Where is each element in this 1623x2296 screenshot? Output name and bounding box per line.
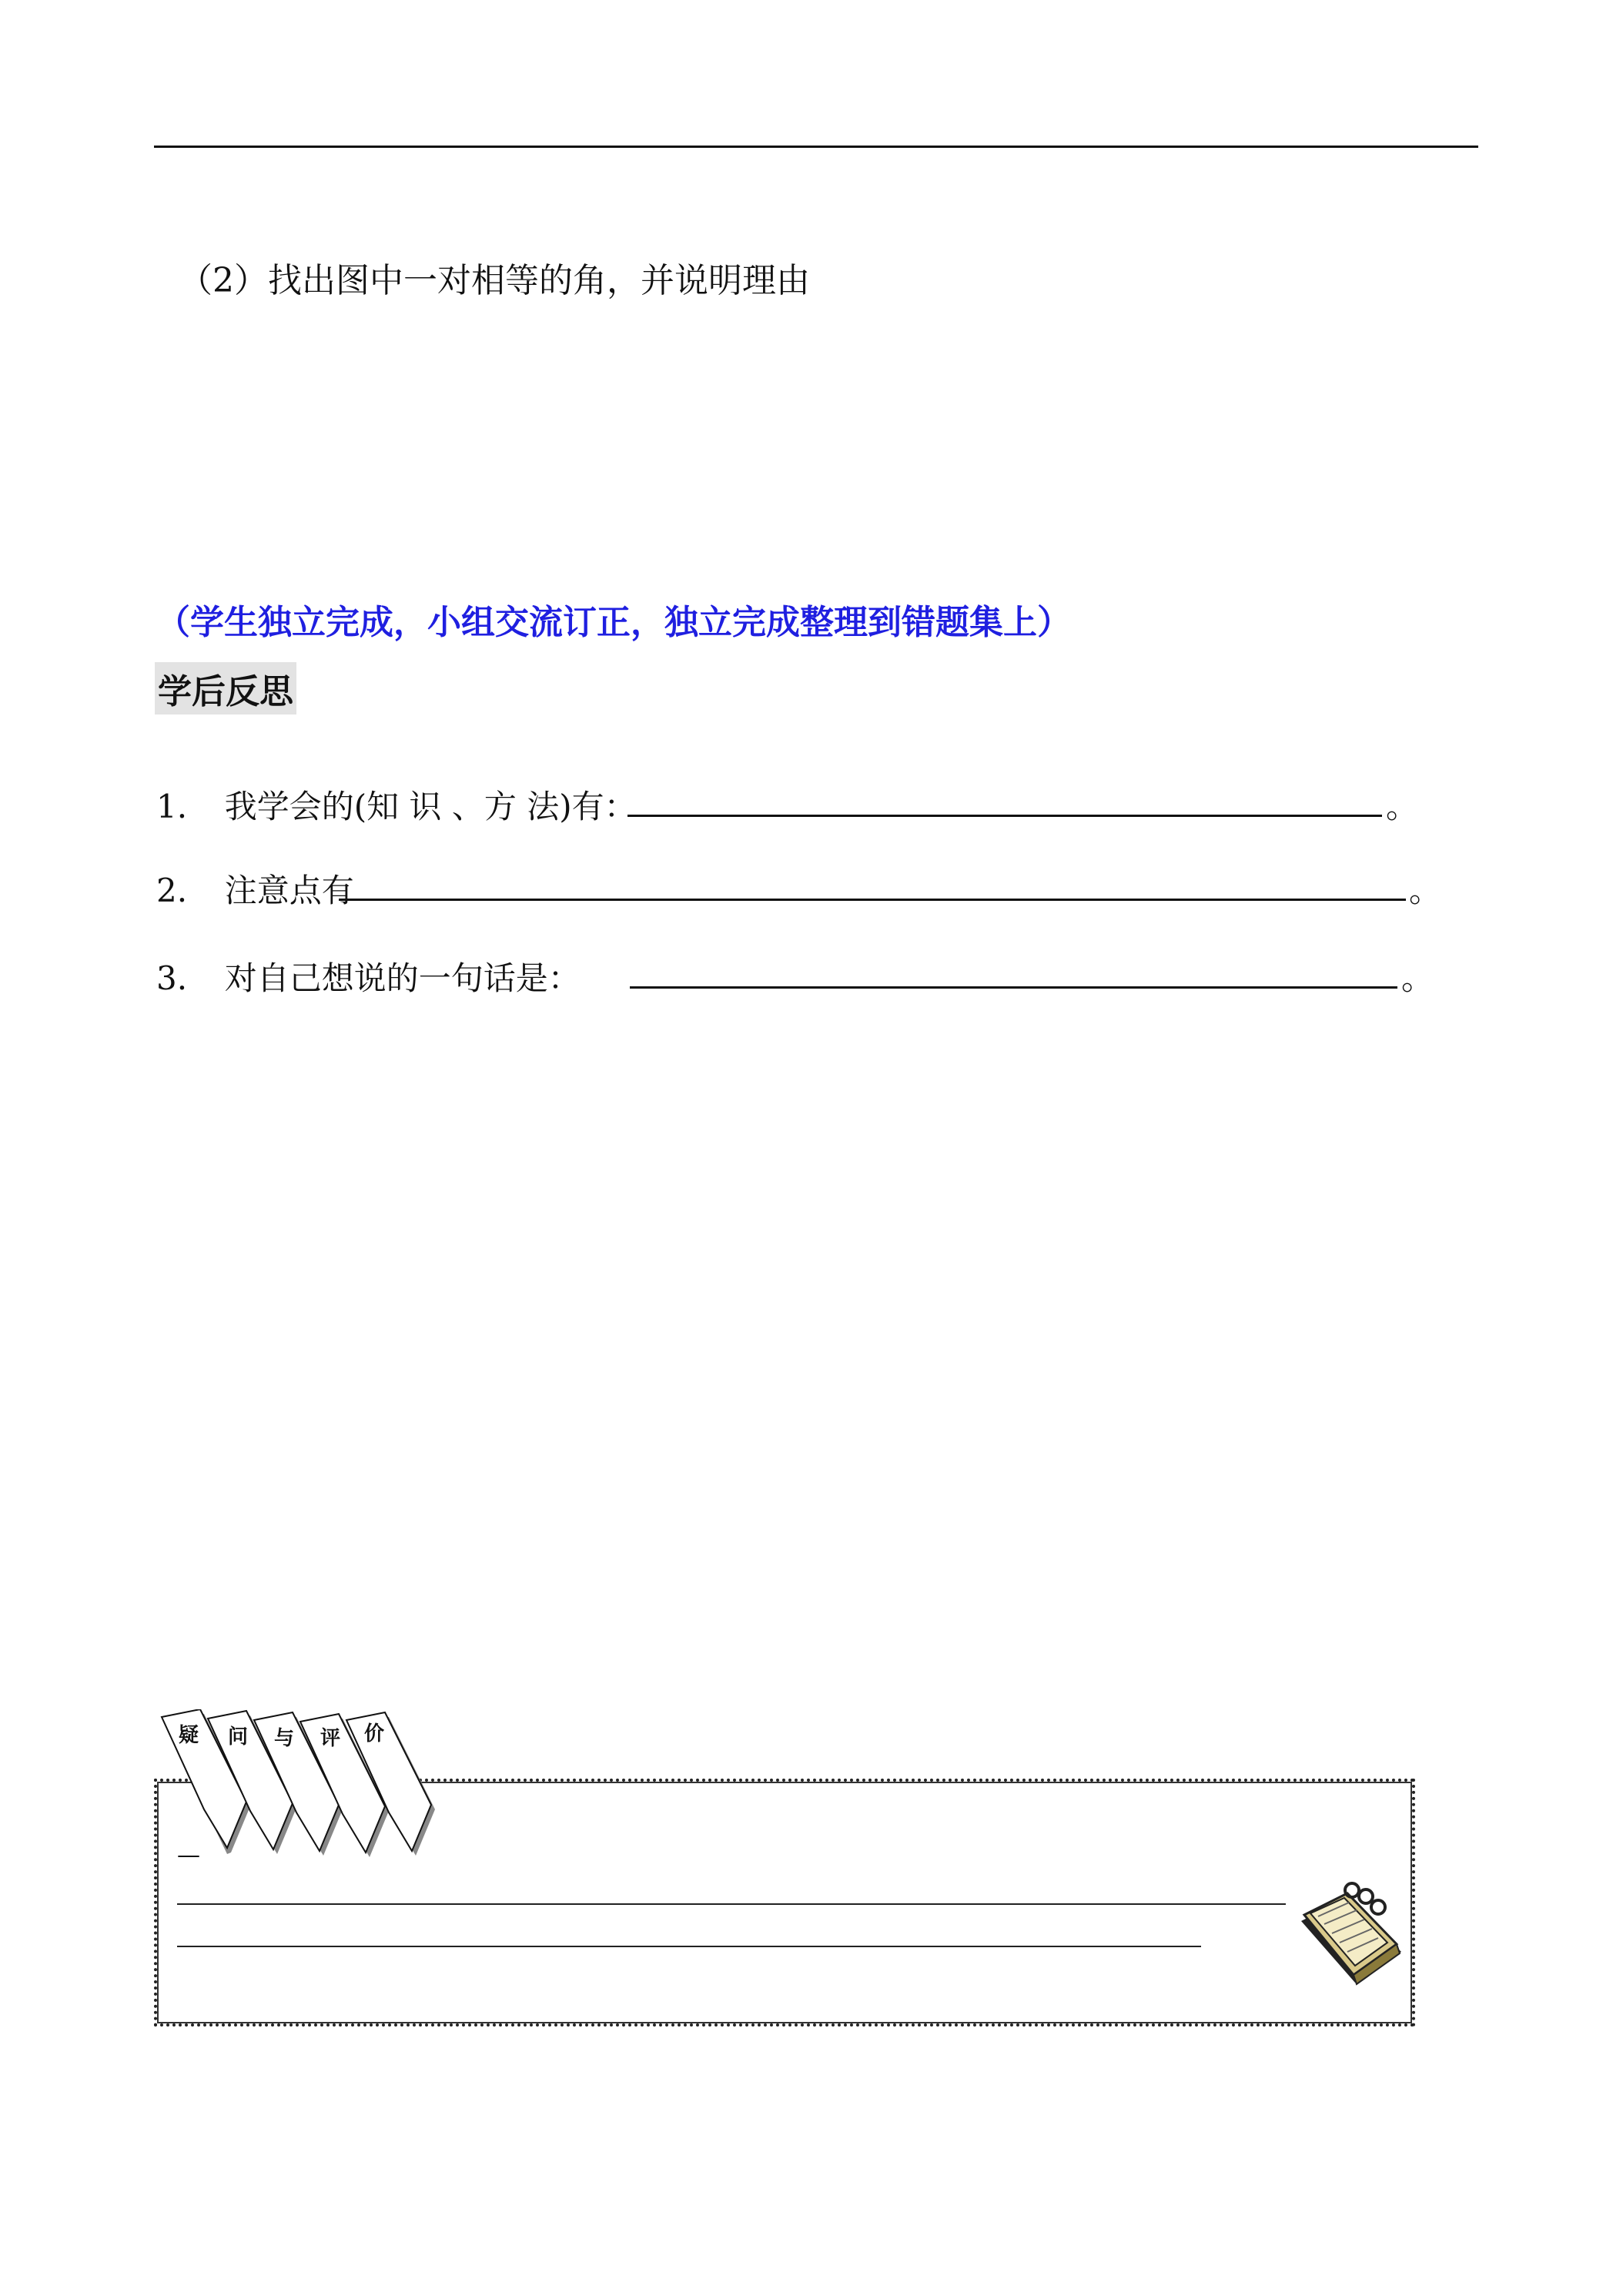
- item-end-3: 。: [1401, 959, 1434, 997]
- tab-label: 与: [274, 1727, 295, 1750]
- instruction-text: （学生独立完成，小组交流订正，独立完成整理到错题集上）: [156, 603, 1071, 642]
- answer-blank-1[interactable]: [627, 815, 1382, 817]
- tab-label: 疑: [179, 1724, 199, 1747]
- answer-blank-3[interactable]: [630, 986, 1397, 989]
- item-text: 对自己想说的一句话是：: [224, 959, 581, 997]
- item-end-1: 。: [1386, 788, 1419, 825]
- item-number: 2.: [156, 872, 188, 909]
- tab-label: 问: [228, 1725, 249, 1749]
- reflection-item-3: [156, 953, 581, 999]
- item-text: 我学会的(知 识 、方 法)有：: [224, 788, 637, 825]
- feedback-line-1[interactable]: [177, 1903, 1286, 1905]
- header-rule: [154, 146, 1478, 148]
- item-number: 1.: [156, 788, 188, 825]
- section-heading: 学后反思: [155, 662, 296, 715]
- feedback-line-2[interactable]: [177, 1946, 1201, 1947]
- item-text: 注意点有: [224, 872, 354, 909]
- tab-label: 价: [364, 1722, 385, 1745]
- question-2: （2）找出图中一对相等的角，并说明理由: [179, 261, 810, 300]
- reflection-item-2: [156, 865, 354, 912]
- reflection-item-1: [156, 782, 637, 828]
- tab-label: 评: [320, 1727, 341, 1750]
- answer-blank-2[interactable]: [339, 899, 1406, 901]
- item-number: 3.: [156, 959, 188, 997]
- feedback-tabs-graphic: [146, 1709, 454, 1863]
- item-end-2: 。: [1409, 872, 1442, 909]
- first-line-mark: —: [177, 1842, 200, 1869]
- notebook-icon: [1293, 1867, 1409, 2006]
